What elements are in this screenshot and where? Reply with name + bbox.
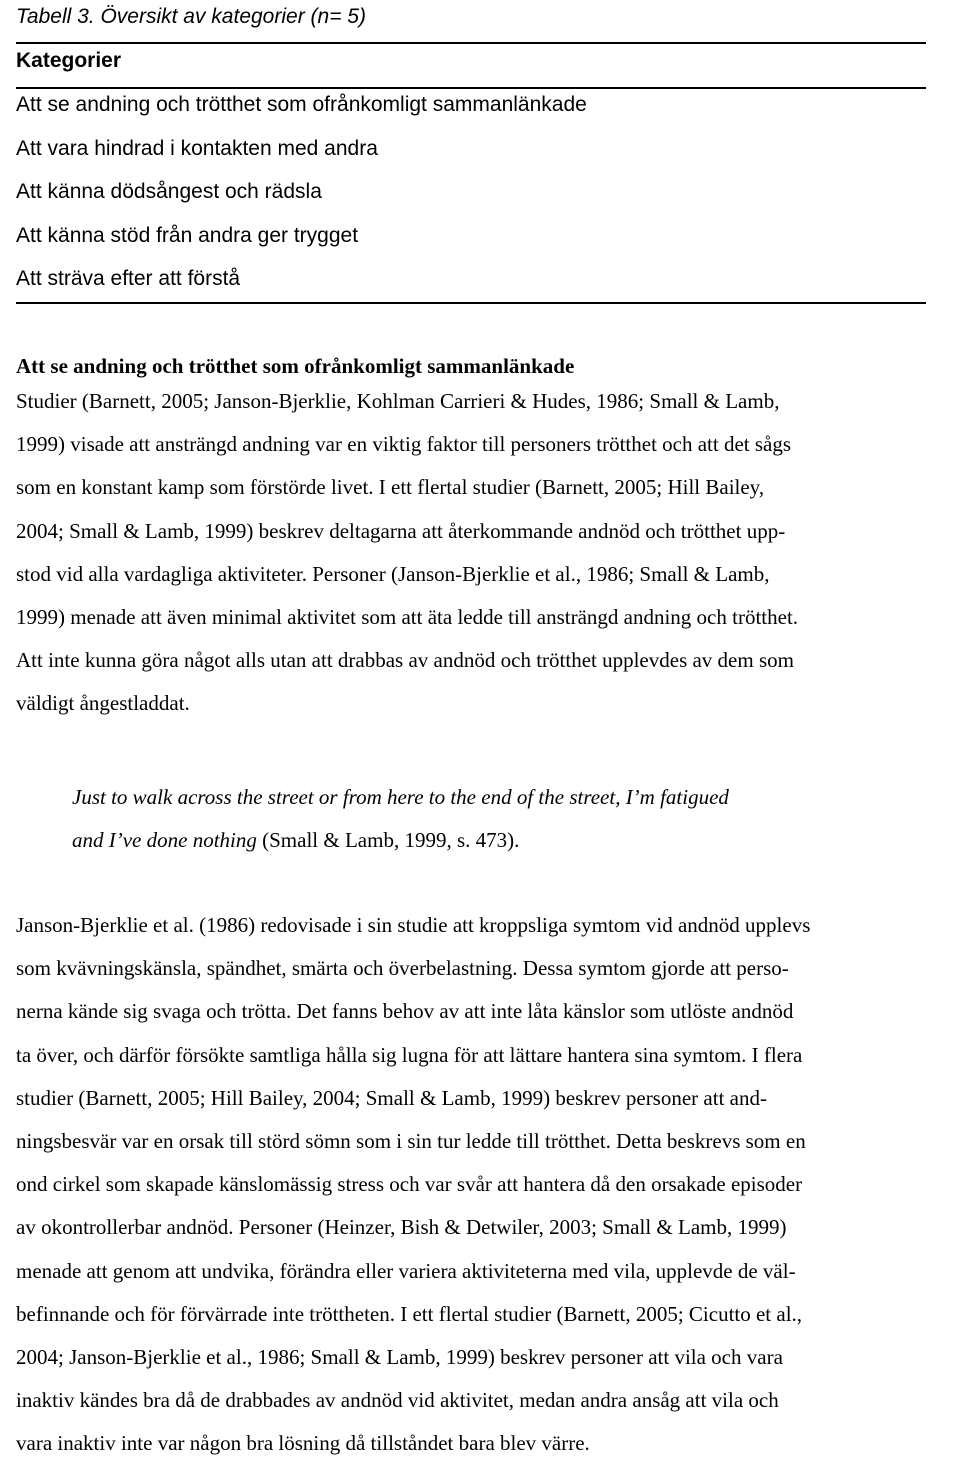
category-item: Att vara hindrad i kontakten med andra [16, 136, 378, 160]
paragraph-line: ta över, och därför försökte samtliga hålla sig lugna för att lättare hantera sina symtom. I flera [16, 1042, 803, 1067]
block-quote [72, 776, 729, 862]
paragraph-line: 2004; Janson-Bjerklie et al., 1986; Small & Lamb, 1999) beskrev personer att vila och vara [16, 1345, 783, 1370]
quote-line [72, 819, 729, 862]
category-item: Att känna stöd från andra ger trygget [16, 223, 359, 247]
paragraph-line: stod vid alla vardagliga aktiviteter. Personer (Janson-Bjerklie et al., 1986; Small & Lamb, [16, 561, 770, 586]
paragraph-line: ningsbesvär var en orsak till störd sömn som i sin tur ledde till trötthet. Detta beskrevs som en [16, 1129, 806, 1154]
paragraph-line: menade att genom att undvika, förändra eller variera aktiviteterna med vila, upplevde de väl- [16, 1258, 796, 1283]
quote-line [72, 776, 729, 819]
table-top-rule [16, 42, 926, 44]
category-item: Att se andning och trötthet som ofrånkomligt sammanlänkade [16, 93, 587, 116]
category-list [16, 90, 587, 308]
paragraph-line: 1999) menade att även minimal aktivitet som att äta ledde till ansträngd andning och trötthet. [16, 605, 799, 630]
paragraph-line: väldigt ångestladdat. [16, 691, 190, 716]
paragraph-line: av okontrollerbar andnöd. Personer (Heinzer, Bish & Detwiler, 2003; Small & Lamb, 1999) [16, 1215, 787, 1240]
paragraph-line: Att inte kunna göra något alls utan att drabbas av andnöd och trötthet upplevdes av dem som [16, 648, 794, 673]
category-item: Att känna dödsångest och rädsla [16, 180, 322, 203]
body-paragraph [16, 904, 810, 1466]
table-caption: Tabell 3. Översikt av kategorier (n= 5) [16, 5, 366, 28]
paragraph-line: vara inaktiv inte var någon bra lösning då tillståndet bara blev värre. [16, 1431, 590, 1456]
quote-text: and I’ve done nothing [72, 828, 257, 852]
paragraph-line: nerna kände sig svaga och trötta. Det fanns behov av att inte låta känslor som utlöste andnöd [16, 999, 794, 1024]
paragraph-line: befinnande och för förvärrade inte tröttheten. I ett flertal studier (Barnett, 2005; Cicutto et al., [16, 1301, 803, 1326]
section-heading: Att se andning och trötthet som ofrånkomligt sammanlänkade [16, 354, 575, 378]
paragraph-line: studier (Barnett, 2005; Hill Bailey, 2004; Small & Lamb, 1999) beskrev personer att and- [16, 1085, 767, 1110]
paragraph-line: Janson-Bjerklie et al. (1986) redovisade i sin studie att kroppsliga symtom vid andnöd upplevs [16, 913, 811, 937]
quote-text: Just to walk across the street or from here to the end of the street, I’m fatigued [72, 785, 729, 809]
table-header-rule [16, 87, 926, 89]
table-bottom-rule [16, 302, 926, 304]
paragraph-line: Studier (Barnett, 2005; Janson-Bjerklie, Kohlman Carrieri & Hudes, 1986; Small & Lamb, [16, 389, 780, 413]
paragraph-line: 2004; Small & Lamb, 1999) beskrev deltagarna att återkommande andnöd och trötthet upp- [16, 518, 786, 543]
paragraph-line: 1999) visade att ansträngd andning var en viktig faktor till personers trötthet och att det sågs [16, 432, 792, 457]
body-paragraph [16, 380, 798, 726]
category-item: Att sträva efter att förstå [16, 267, 241, 290]
paragraph-line: inaktiv kändes bra då de drabbades av andnöd vid aktivitet, medan andra ansåg att vila och [16, 1388, 779, 1413]
table-column-header: Kategorier [16, 49, 122, 72]
paragraph-line: ond cirkel som skapade känslomässig stress och var svår att hantera då den orsakade episoder [16, 1172, 803, 1197]
quote-citation: (Small & Lamb, 1999, s. 473). [256, 828, 520, 852]
paragraph-line: som en konstant kamp som förstörde livet. I ett flertal studier (Barnett, 2005; Hill Bailey, [16, 475, 765, 500]
paragraph-line: som kvävningskänsla, spändhet, smärta och överbelastning. Dessa symtom gjorde att perso- [16, 956, 789, 981]
